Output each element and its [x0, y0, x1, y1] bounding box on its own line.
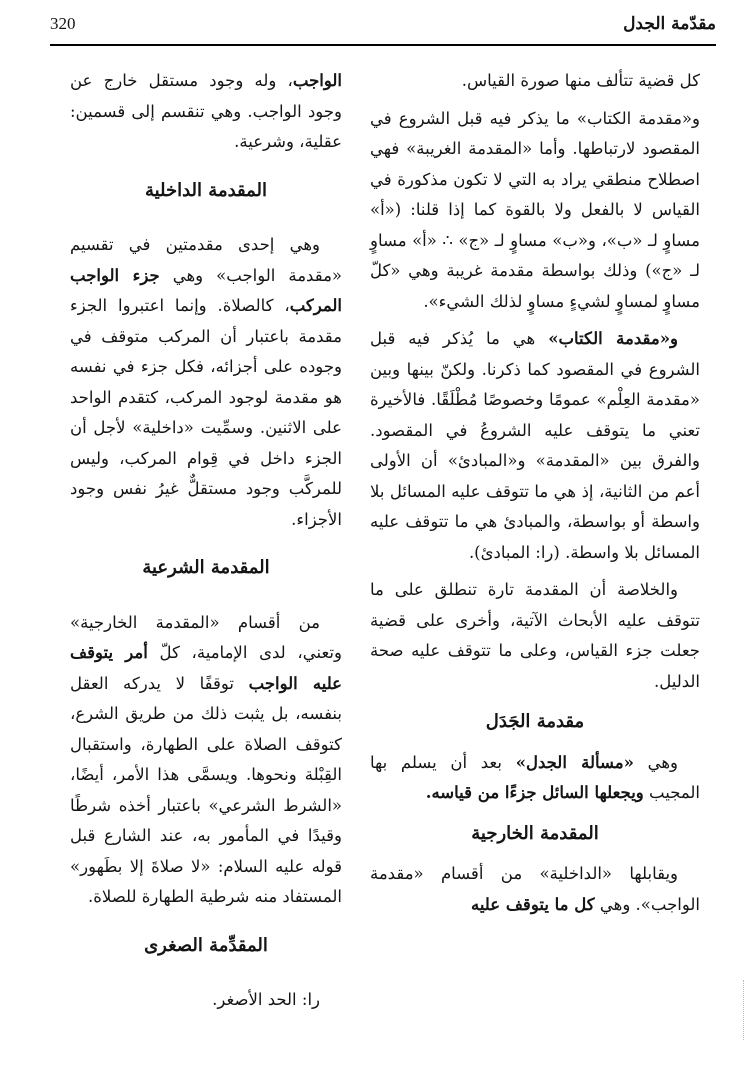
running-head: مقدّمة الجدل [623, 14, 716, 34]
right-column [370, 66, 700, 927]
paragraph: وهي إحدى مقدمتين في تقسيم «مقدمة الواجب» وهي جزء الواجب المركب، كالصلاة. وإنما اعتبروا الجزء مقدمة باعتبار أن المركب متوقف في وجوده على أجزائه، فكل جزء في نفسه هو مقدمة لوجود المركب، كتقدم الواحد على الاثنين. وسمِّيت «داخلية» لأجل أن الجزء داخل في قِوام المركب، وليس للمركَّب وجود مستقلٌّ غيرُ نفس وجود الأجزاء. [70, 235, 342, 529]
entry-heading: المقدمة الشرعية [142, 557, 270, 578]
header-rule [50, 44, 716, 46]
paragraph: وهي «مسألة الجدل» بعد أن يسلم بها المجيب ويجعلها السائل جزءًا من قياسه. [370, 752, 700, 802]
paragraph: كل قضية تتألف منها صورة القياس. [461, 71, 700, 90]
bold-term: أمر يتوقف عليه الواجب [70, 643, 343, 693]
paragraph: والخلاصة أن المقدمة تارة تنطلق على ما تتوقف عليه الأبحاث الآتية، وأخرى على قضية جعلت جزء القياس، وعلى ما تتوقف عليه صحة الدليل. [370, 580, 700, 691]
bold-term: «مسألة الجدل» [515, 752, 634, 772]
left-column [70, 66, 342, 1023]
entry-heading: مقدمة الجَدَل [485, 711, 585, 732]
bold-term: و«مقدمة الكتاب» [548, 329, 678, 348]
margin-mark [735, 980, 744, 1040]
paragraph: و«مقدمة الكتاب» ما يذكر فيه قبل الشروع في المقصود لارتباطها. وأما «المقدمة الغريبة» فهي اصطلاح منطقي يراد به التي لا تكون مذكورة في القياس لا بالفعل ولا بالقوة كما إذا قلنا: («أ» مساوٍ لـ «ب»، و«ب» مساوٍ لـ «ج» ∴ «أ» مساوٍ لـ «ج») وذلك بواسطة مقدمة غريبة وهي «كلّ مساوٍ لمساوٍ لشيءٍ مساوٍ لذلك الشيء». [370, 108, 700, 311]
paragraph: من أقسام «المقدمة الخارجية» وتعني، لدى الإمامية، كلّ أمر يتوقف عليه الواجب توقفًا لا يدركه العقل بنفسه، بل يثبت ذلك من طريق الشرع، كتوقف الصلاة على الطهارة، واستقبال القِبْلة ونحوها. ويسمَّى هذا الأمر، أيضًا، «الشرط الشرعي» باعتبار أخذه شرطًا وقيدًا في المأمور به، عند الشارع قبل قوله عليه السلام: «لا صلاةَ إلا بطَهور» المستفاد منه شرطية الطهارة للصلاة. [70, 612, 343, 906]
paragraph: و«مقدمة الكتاب» هي ما يُذكر فيه قبل الشروع في المقصود كما ذكرنا. ولكنّ بينها وبين «مقدمة العِلْم» عمومًا وخصوصًا مُطْلَقًا. فالأخيرة تعني ما يتوقف عليه الشروعُ في المقصود. والفرق بين «المقدمة» و«المبادئ» أن الأولى أعم من الثانية، إذ هي ما تتوقف عليه المسائل بلا واسطة أو بواسطة، والمبادئ هي ما تتوقف عليه المسائل بلا واسطة. (را: المبادئ). [370, 329, 700, 562]
page-header [40, 14, 716, 44]
entry-heading: المقدمة الداخلية [144, 179, 268, 201]
paragraph: ويقابلها «الداخلية» من أقسام «مقدمة الواجب». وهي كل ما يتوقف عليه [370, 864, 700, 914]
bold-term: ويجعلها السائل جزءًا من قياسه. [425, 783, 644, 802]
bold-term: كل ما يتوقف عليه [470, 894, 595, 914]
entry-heading: المقدِّمة الصغرى [144, 934, 268, 956]
entry-heading: المقدمة الخارجية [471, 822, 599, 844]
paragraph: را: الحد الأصغر. [212, 990, 320, 1009]
bold-term: الواجب [292, 71, 342, 90]
page-number: 320 [50, 14, 76, 33]
bold-term: جزء الواجب المركب [70, 265, 342, 315]
paragraph: الواجب، وله وجود مستقل خارج عن وجود الواجب. وهي تنقسم إلى قسمين: عقلية، وشرعية. [70, 71, 342, 151]
